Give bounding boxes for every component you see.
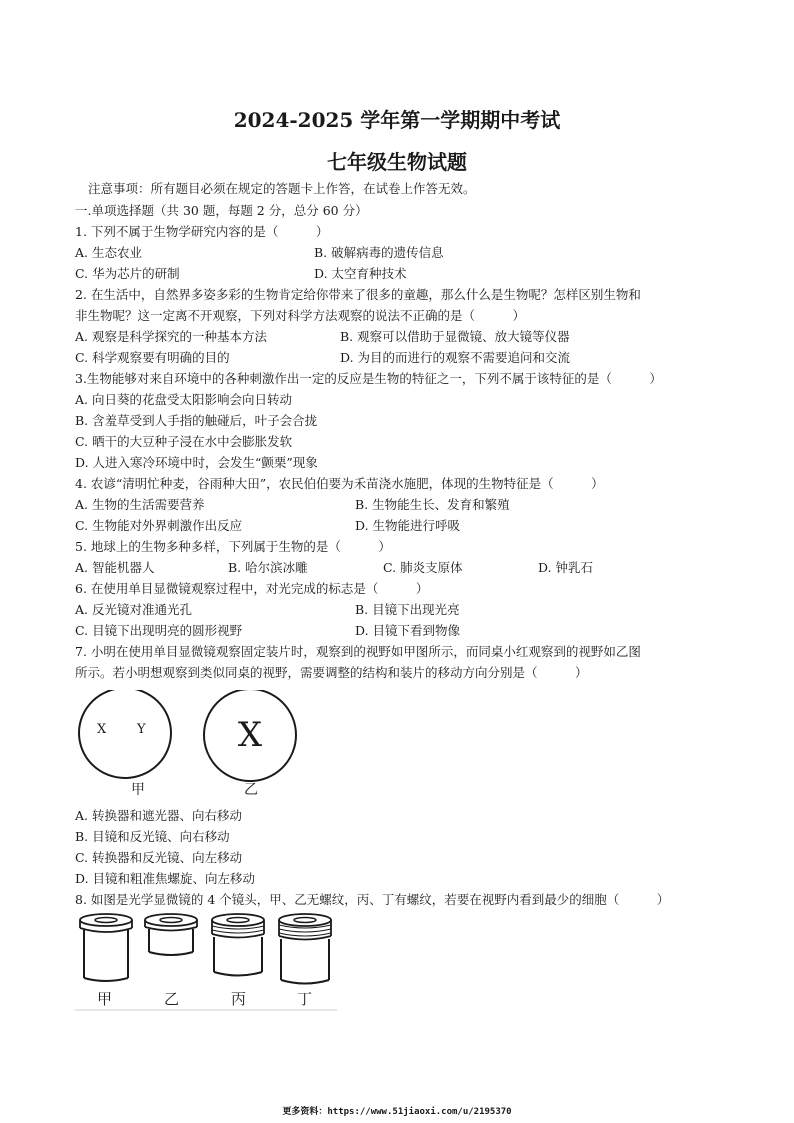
question-7-stem-line1: 7. 小明在使用单目显微镜观察固定装片时，观察到的视野如甲图所示，而同桌小红观察到的视野如乙图: [75, 644, 641, 659]
label-yi: 乙: [244, 782, 258, 798]
lens-label-yi: 乙: [164, 990, 180, 1008]
q1-option-d: D. 太空育种技术: [314, 266, 407, 281]
q7-option-a: A. 转换器和遮光器、向右移动: [75, 808, 242, 823]
lens-ding: [279, 914, 331, 984]
q3-option-b: B. 含羞草受到人手指的触碰后，叶子会合拢: [75, 413, 318, 428]
q6-option-c: C. 目镜下出现明亮的圆形视野: [75, 623, 243, 638]
q5-option-a: A. 智能机器人: [75, 560, 155, 575]
exam-title: 2024-2025 学年第一学期期中考试: [233, 108, 561, 132]
q1-option-c: C. 华为芯片的研制: [75, 266, 180, 281]
q5-option-b: B. 哈尔滨冰雕: [228, 560, 308, 575]
lens-label-ding: 丁: [297, 990, 313, 1008]
q3-option-d: D. 人进入寒冷环境中时，会发生“颤栗”现象: [75, 455, 318, 470]
question-7-stem-line2: 所示。若小明想观察到类似同桌的视野，需要调整的结构和装片的移动方向分别是（ ）: [75, 665, 588, 680]
question-2-stem-line2: 非生物呢？这一定离不开观察，下列对科学方法观察的说法不正确的是（ ）: [75, 308, 526, 323]
q1-option-b: B. 破解病毒的遗传信息: [314, 245, 444, 260]
question-2-stem-line1: 2. 在生活中，自然界多姿多彩的生物肯定给你带来了很多的童趣，那么什么是生物呢？怎样区别生物和: [75, 287, 641, 302]
question-8-stem: 8. 如图是光学显微镜的 4 个镜头，甲、乙无螺纹，丙、丁有螺纹，若要在视野内看到最少的细胞（ ）: [75, 892, 670, 907]
q2-option-b: B. 观察可以借助于显微镜、放大镜等仪器: [340, 329, 570, 344]
q2-option-c: C. 科学观察要有明确的目的: [75, 350, 230, 365]
question-6-stem: 6. 在使用单目显微镜观察过程中，对光完成的标志是（ ）: [75, 581, 429, 596]
lens-bing: [212, 914, 264, 976]
q7-option-d: D. 目镜和粗准焦螺旋、向左移动: [75, 871, 256, 886]
field-of-view-figure: [75, 690, 307, 802]
specimen-x-large: X: [237, 715, 263, 755]
question-4-stem: 4. 农谚“清明忙种麦，谷雨种大田”，农民伯伯要为禾苗浇水施肥，体现的生物特征是（ ）: [75, 476, 604, 491]
view-circle-yi: [204, 690, 296, 781]
question-5-stem: 5. 地球上的生物多种多样，下列属于生物的是（ ）: [75, 539, 391, 554]
question-3-stem: 3.生物能够对来自环境中的各种刺激作出一定的反应是生物的特征之一，下列不属于该特征的是（ ）: [75, 371, 662, 386]
lens-label-bing: 丙: [231, 990, 247, 1008]
q5-option-d: D. 钟乳石: [538, 560, 594, 575]
lens-label-jia: 甲: [97, 990, 113, 1008]
exam-subtitle: 七年级生物试题: [327, 150, 467, 174]
q6-option-d: D. 目镜下看到物像: [355, 623, 461, 638]
lens-jia: [80, 914, 132, 981]
footer-resource-link[interactable]: 更多资料：https://www.51jiaoxi.com/u/2195370: [282, 1107, 512, 1117]
q6-option-a: A. 反光镜对准通光孔: [75, 602, 192, 617]
lens-yi: [145, 914, 197, 955]
view-circle-jia: [79, 690, 171, 778]
q2-option-a: A. 观察是科学探究的一种基本方法: [75, 329, 267, 344]
notice: 注意事项：所有题目必须在规定的答题卡上作答，在试卷上作答无效。: [88, 181, 476, 196]
q6-option-b: B. 目镜下出现光亮: [355, 602, 460, 617]
specimen-x-small: X: [97, 722, 107, 737]
q4-option-d: D. 生物能进行呼吸: [355, 518, 461, 533]
q4-option-b: B. 生物能生长、发育和繁殖: [355, 497, 510, 512]
section-heading: 一.单项选择题（共 30 题，每题 2 分，总分 60 分）: [75, 203, 368, 218]
q3-option-c: C. 晒干的大豆种子浸在水中会膨胀发软: [75, 434, 293, 449]
question-1-stem: 1. 下列不属于生物学研究内容的是（ ）: [75, 224, 329, 239]
objective-lens-figure: [75, 910, 337, 1012]
q7-option-c: C. 转换器和反光镜、向左移动: [75, 850, 243, 865]
label-jia: 甲: [131, 782, 145, 798]
q4-option-a: A. 生物的生活需要营养: [75, 497, 205, 512]
q3-option-a: A. 向日葵的花盘受太阳影响会向日转动: [75, 392, 292, 407]
q2-option-d: D. 为目的而进行的观察不需要追问和交流: [340, 350, 571, 365]
q4-option-c: C. 生物能对外界刺激作出反应: [75, 518, 243, 533]
q1-option-a: A. 生态农业: [75, 245, 142, 260]
specimen-y-small: Y: [137, 722, 146, 737]
q7-option-b: B. 目镜和反光镜、向右移动: [75, 829, 230, 844]
q5-option-c: C. 肺炎支原体: [383, 560, 463, 575]
